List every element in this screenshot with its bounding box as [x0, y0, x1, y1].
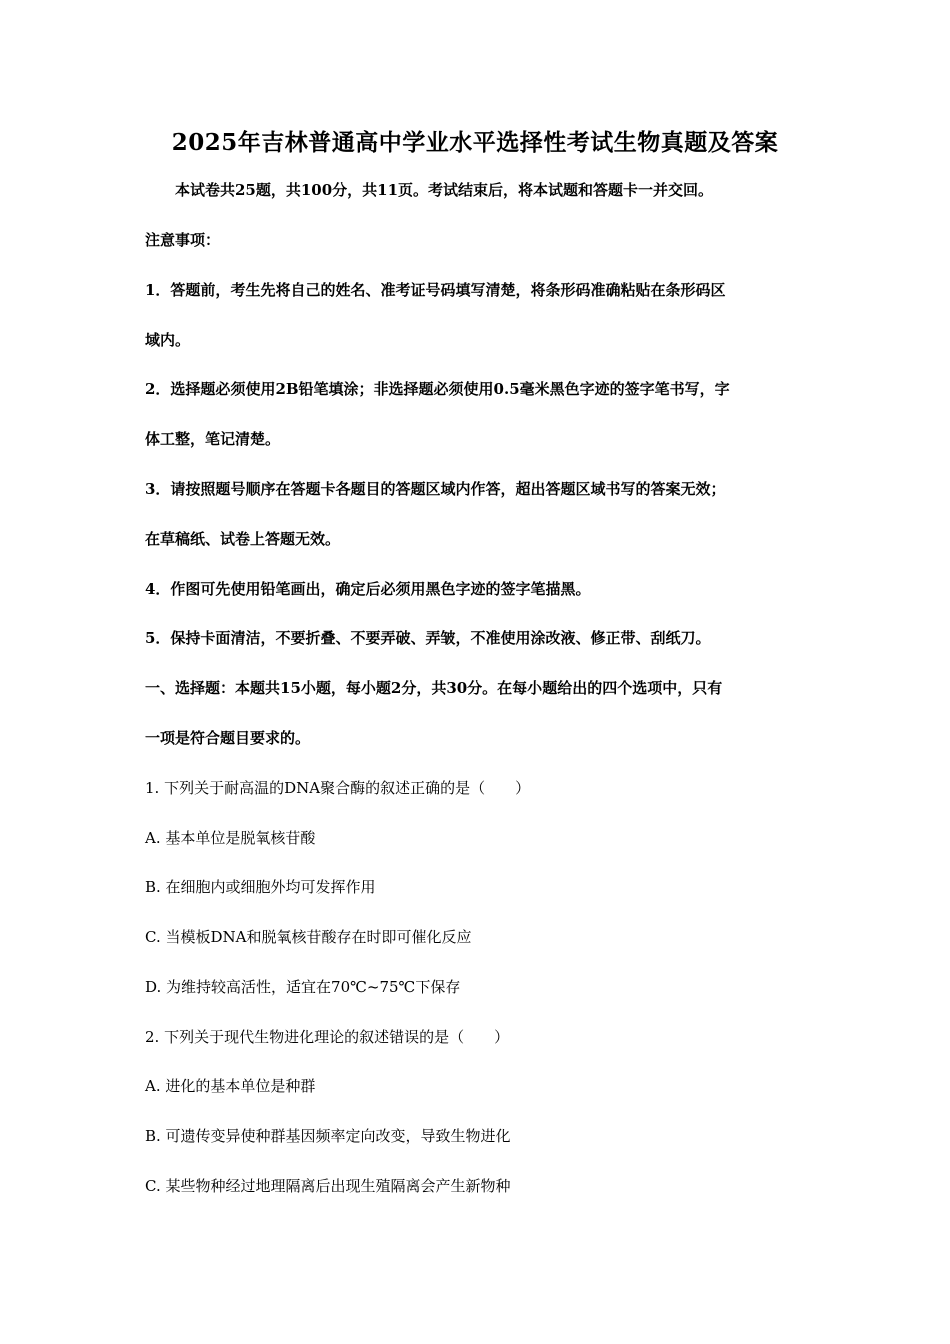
question-2-option-a: A. 进化的基本单位是种群 — [145, 1077, 316, 1095]
notice-5: 5．保持卡面清洁，不要折叠、不要弄破、弄皱，不准使用涂改液、修正带、刮纸刀。 — [145, 629, 711, 647]
question-2-option-b: B. 可遗传变异使种群基因频率定向改变，导致生物进化 — [145, 1127, 511, 1145]
question-1-option-c: C. 当模板DNA和脱氧核苷酸存在时即可催化反应 — [145, 928, 472, 946]
notice-1-line-2: 域内。 — [145, 331, 191, 349]
question-1-option-a: A. 基本单位是脱氧核苷酸 — [145, 829, 316, 847]
question-1-option-d: D. 为维持较高活性，适宜在70℃~75℃下保存 — [145, 978, 461, 996]
notice-heading: 注意事项： — [145, 231, 221, 249]
page-title: 2025年吉林普通高中学业水平选择性考试生物真题及答案 — [171, 129, 779, 156]
section-heading-line-2: 一项是符合题目要求的。 — [145, 729, 311, 747]
intro-text: 本试卷共25题，共100分，共11页。考试结束后，将本试题和答题卡一并交回。 — [175, 181, 714, 199]
notice-3-line-2: 在草稿纸、试卷上答题无效。 — [145, 530, 341, 548]
notice-2-line-1: 2．选择题必须使用2B铅笔填涂；非选择题必须使用0.5毫米黑色字迹的签字笔书写，字 — [145, 380, 730, 398]
question-1-option-b: B. 在细胞内或细胞外均可发挥作用 — [145, 878, 376, 896]
question-2-option-c: C. 某些物种经过地理隔离后出现生殖隔离会产生新物种 — [145, 1177, 511, 1195]
question-2-stem: 2. 下列关于现代生物进化理论的叙述错误的是（ ） — [145, 1028, 510, 1046]
notice-1-line-1: 1．答题前，考生先将自己的姓名、准考证号码填写清楚，将条形码准确粘贴在条形码区 — [145, 281, 726, 299]
section-heading-line-1: 一、选择题：本题共15小题，每小题2分，共30分。在每小题给出的四个选项中，只有 — [145, 679, 723, 697]
question-1-stem: 1. 下列关于耐高温的DNA聚合酶的叙述正确的是（ ） — [145, 779, 531, 797]
notice-2-line-2: 体工整，笔记清楚。 — [145, 430, 281, 448]
notice-3-line-1: 3．请按照题号顺序在答题卡各题目的答题区域内作答，超出答题区域书写的答案无效； — [145, 480, 726, 498]
notice-4: 4．作图可先使用铅笔画出，确定后必须用黑色字迹的签字笔描黑。 — [145, 580, 591, 598]
